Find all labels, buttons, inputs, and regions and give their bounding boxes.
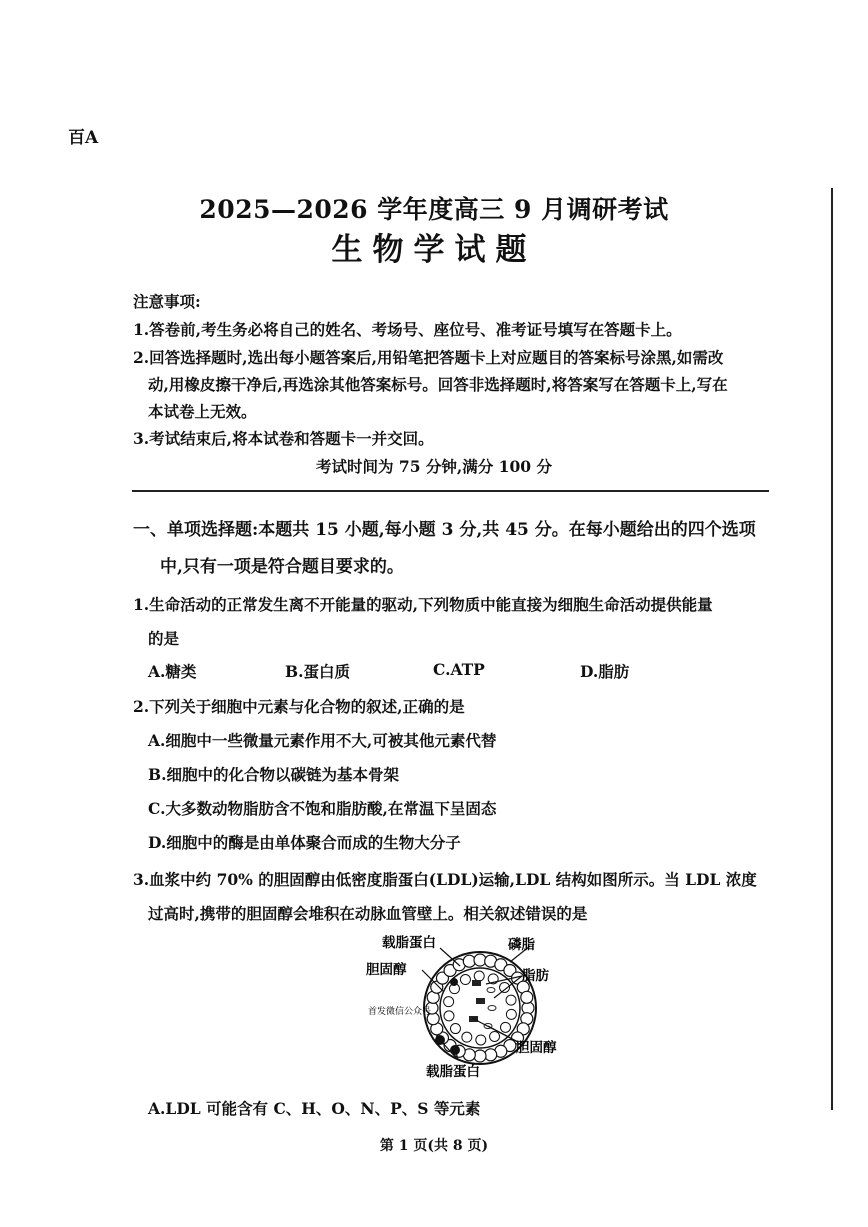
label-phospholipid: 磷脂 [508, 937, 535, 953]
section-heading-line1: 一、单项选择题:本题共 15 小题,每小题 3 分,共 45 分。在每小题给出的四个选项 [133, 520, 756, 540]
divider [132, 490, 769, 492]
q1-option-b: B.蛋白质 [285, 662, 350, 681]
exam-title: 2025—2026 学年度高三 9 月调研考试 [199, 195, 669, 224]
subject-title: 生物学试题 [331, 232, 537, 268]
q1-stem-line1: 1.生命活动的正常发生离不开能量的驱动,下列物质中能直接为细胞生命活动提供能量 [133, 595, 713, 614]
note-2-line1: 2.回答选择题时,选出每小题答案后,用铅笔把答题卡上对应题目的答案标号涂黑,如需改 [133, 348, 724, 367]
q3-stem-line2: 过高时,携带的胆固醇会堆积在动脉血管壁上。相关叙述错误的是 [148, 904, 588, 923]
q3-stem-line1: 3.血浆中约 70% 的胆固醇由低密度脂蛋白(LDL)运输,LDL 结构如图所示。当 LDL 浓度 [133, 870, 757, 889]
q2-option-b: B.细胞中的化合物以碳链为基本骨架 [148, 765, 399, 784]
q3-option-a: A.LDL 可能含有 C、H、O、N、P、S 等元素 [148, 1099, 481, 1118]
note-1: 1.答卷前,考生务必将自己的姓名、考场号、座位号、准考证号填写在答题卡上。 [133, 320, 682, 339]
phospholipid-head [521, 991, 533, 1003]
q1-option-c: C.ATP [433, 660, 485, 679]
section-heading-line2: 中,只有一项是符合题目要求的。 [160, 557, 404, 577]
q2-option-c: C.大多数动物脂肪含不饱和脂肪酸,在常温下呈固态 [148, 799, 497, 818]
note-2-line2: 动,用橡皮擦干净后,再选涂其他答案标号。回答非选择题时,将答案写在答题卡上,写在 [148, 375, 728, 394]
q1-stem-line2: 的是 [148, 629, 180, 648]
page-footer: 第 1 页(共 8 页) [379, 1138, 489, 1154]
inner-head [476, 1035, 486, 1045]
label-cholesterol-left: 胆固醇 [366, 962, 407, 978]
q2-option-d: D.细胞中的酶是由单体聚合而成的生物大分子 [148, 833, 461, 852]
inner-head [506, 995, 516, 1005]
ldl-structure-figure [360, 930, 600, 1082]
inner-head [490, 1031, 500, 1041]
q1-option-d: D.脂肪 [580, 662, 630, 681]
q1-option-a: A.糖类 [148, 662, 197, 681]
inner-head [462, 1032, 472, 1042]
note-3: 3.考试结束后,将本试卷和答题卡一并交回。 [133, 429, 434, 448]
inner-head [474, 971, 484, 981]
inner-head [444, 1011, 454, 1021]
notes-heading: 注意事项: [133, 292, 201, 311]
exam-time: 考试时间为 75 分钟,满分 100 分 [316, 457, 552, 476]
watermark: 首发微信公众号 [368, 1007, 432, 1017]
inner-head [444, 997, 454, 1007]
inner-head [500, 1022, 510, 1032]
version-mark: 百A [68, 128, 99, 148]
inner-head [450, 1024, 460, 1034]
note-2-line3: 本试卷上无效。 [148, 402, 257, 421]
inner-head [460, 975, 470, 985]
label-apoprotein-bottom: 载脂蛋白 [426, 1064, 480, 1080]
binding-line [831, 188, 833, 1110]
inner-head [506, 1009, 516, 1019]
q2-option-a: A.细胞中一些微量元素作用不大,可被其他元素代替 [148, 731, 497, 750]
label-apoprotein-top: 载脂蛋白 [382, 935, 436, 951]
q2-stem: 2.下列关于细胞中元素与化合物的叙述,正确的是 [133, 697, 465, 716]
label-cholesterol-right: 胆固醇 [516, 1040, 557, 1056]
label-fat: 脂肪 [522, 968, 549, 984]
